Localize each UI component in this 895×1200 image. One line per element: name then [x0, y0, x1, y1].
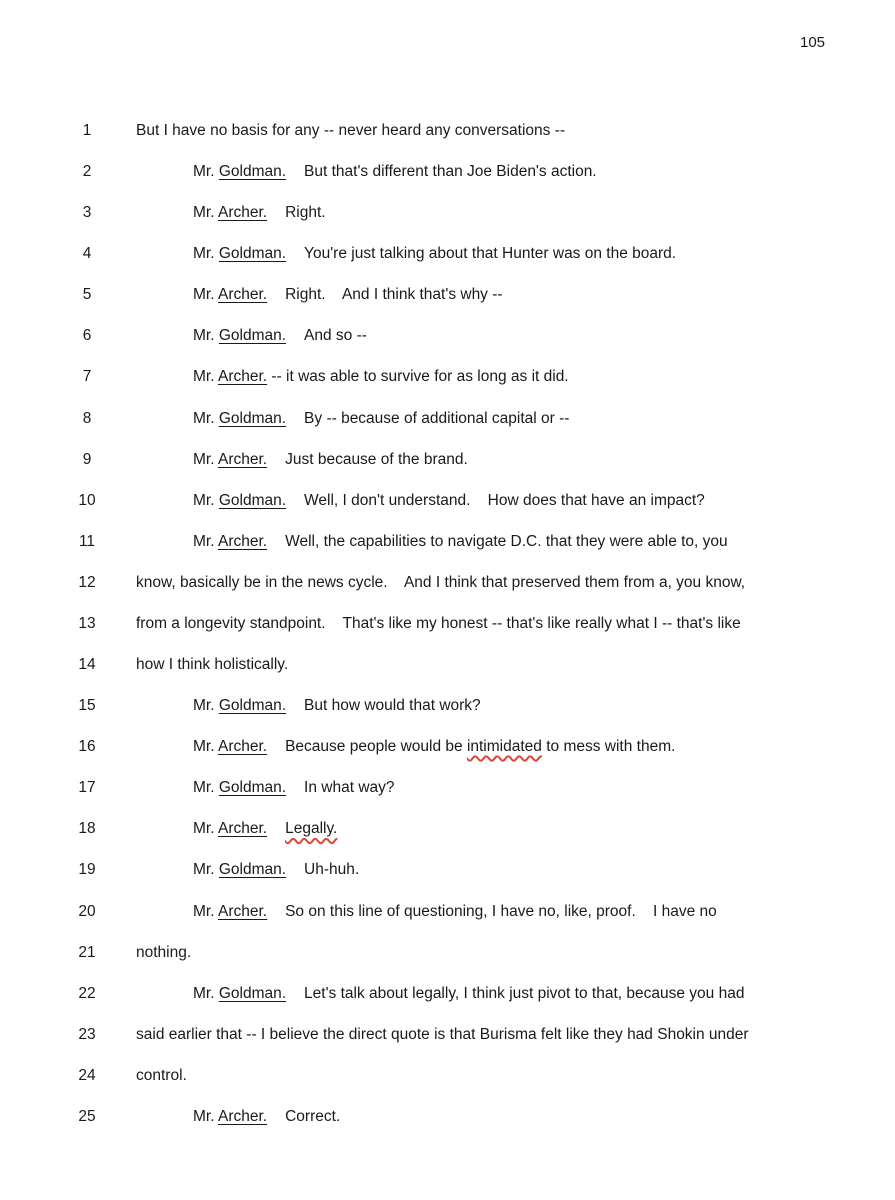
line-text: [136, 656, 288, 674]
transcript-line: [0, 985, 895, 1009]
statement-text: Because people would be: [285, 738, 467, 756]
line-text: [193, 533, 728, 551]
line-number: 15: [78, 697, 96, 715]
speaker-title: Mr.: [193, 820, 215, 838]
speaker-title: Mr.: [193, 450, 215, 468]
line-text: [193, 738, 675, 756]
line-text: [193, 697, 481, 715]
line-number: 10: [78, 491, 96, 509]
speaker-name: Goldman.: [218, 984, 287, 1002]
transcript-line: [0, 451, 895, 475]
transcript-line: [0, 533, 895, 557]
transcript-line: [0, 738, 895, 762]
line-number: 17: [78, 779, 96, 797]
statement-text-continued: to mess with them.: [541, 738, 676, 756]
line-number: 2: [82, 163, 92, 181]
speaker-name: Goldman.: [218, 163, 287, 181]
speaker-name: Archer.: [217, 450, 268, 468]
line-text: [193, 779, 395, 797]
statement-text: But that's different than Joe Biden's action.: [304, 163, 597, 181]
speaker-title: Mr.: [193, 286, 215, 304]
statement-text: In what way?: [304, 779, 395, 797]
transcript-line: [0, 861, 895, 885]
transcript-line: [0, 656, 895, 680]
line-number: 14: [78, 656, 96, 674]
line-text: [193, 861, 359, 879]
line-text: [193, 163, 597, 181]
line-number: 3: [82, 204, 92, 222]
speaker-title: Mr.: [193, 491, 215, 509]
transcript-line: [0, 327, 895, 351]
transcript-line: [0, 615, 895, 639]
statement-text: said earlier that -- I believe the direct quote is that Burisma felt like they had Shokin under: [136, 1025, 749, 1043]
speaker-title: Mr.: [193, 902, 215, 920]
line-text: [136, 615, 741, 633]
statement-text: Well, the capabilities to navigate D.C. that they were able to, you: [285, 532, 728, 550]
line-number: 11: [78, 532, 96, 550]
statement-text: from a longevity standpoint. That's like my honest -- that's like really what I -- that's like: [136, 614, 741, 632]
line-text: [193, 245, 676, 263]
speaker-name: Goldman.: [218, 245, 287, 263]
speaker-name: Goldman.: [218, 861, 287, 879]
speaker-name: Archer.: [217, 820, 268, 838]
statement-text: Correct.: [285, 1107, 341, 1125]
transcript-line: [0, 368, 895, 392]
speaker-name: Archer.: [217, 204, 268, 222]
line-text: [193, 451, 468, 469]
line-text: [193, 286, 503, 304]
statement-text: Let's talk about legally, I think just pivot to that, because you had: [304, 984, 745, 1002]
line-number: 7: [82, 368, 92, 386]
speaker-name: Goldman.: [218, 327, 287, 345]
transcript-line: [0, 410, 895, 434]
transcript-line: [0, 944, 895, 968]
line-number: 8: [82, 409, 92, 427]
line-number: 6: [82, 327, 92, 345]
statement-text: So on this line of questioning, I have no, like, proof. I have no: [285, 902, 717, 920]
line-number: 4: [82, 245, 92, 263]
statement-text: You're just talking about that Hunter was on the board.: [304, 245, 677, 263]
transcript-line: [0, 286, 895, 310]
line-number: 24: [78, 1066, 96, 1084]
statement-text: know, basically be in the news cycle. And I think that preserved them from a, you know,: [136, 573, 746, 591]
speaker-title: Mr.: [193, 409, 215, 427]
speaker-title: Mr.: [193, 1107, 215, 1125]
transcript-line: [0, 697, 895, 721]
line-number: 21: [78, 943, 96, 961]
transcript-line: [0, 492, 895, 516]
line-text: [193, 1108, 340, 1126]
transcript-line: [0, 1108, 895, 1132]
statement-text: Right. And I think that's why --: [285, 286, 503, 304]
transcript-line: [0, 1067, 895, 1091]
transcript-line: [0, 245, 895, 269]
transcript-line: [0, 122, 895, 146]
line-text: [193, 410, 569, 428]
statement-text: But how would that work?: [304, 697, 481, 715]
speaker-title: Mr.: [193, 163, 215, 181]
statement-text: nothing.: [136, 943, 192, 961]
line-number: 18: [78, 820, 96, 838]
speaker-title: Mr.: [193, 779, 215, 797]
line-text: [136, 1026, 749, 1044]
statement-text: control.: [136, 1066, 187, 1084]
transcript-line: [0, 779, 895, 803]
page-number: 105: [800, 34, 826, 51]
transcript-line: [0, 574, 895, 598]
line-text: [193, 820, 337, 838]
line-number: 25: [78, 1107, 96, 1125]
line-text: [136, 122, 565, 140]
speaker-name: Archer.: [217, 368, 268, 386]
transcript-line: [0, 903, 895, 927]
line-number: 22: [78, 984, 96, 1002]
transcript-line: [0, 163, 895, 187]
speaker-title: Mr.: [193, 327, 215, 345]
line-number: 13: [78, 614, 96, 632]
statement-text: Uh-huh.: [304, 861, 360, 879]
speaker-title: Mr.: [193, 861, 215, 879]
line-text: [193, 985, 744, 1003]
speaker-name: Goldman.: [218, 409, 287, 427]
statement-text: By -- because of additional capital or --: [304, 409, 570, 427]
speaker-title: Mr.: [193, 245, 215, 263]
statement-text: Right.: [285, 204, 326, 222]
statement-text: how I think holistically.: [136, 656, 289, 674]
speaker-name: Archer.: [217, 902, 268, 920]
transcript-line: [0, 820, 895, 844]
line-text: [193, 368, 569, 386]
speaker-title: Mr.: [193, 697, 215, 715]
speaker-title: Mr.: [193, 984, 215, 1002]
speaker-title: Mr.: [193, 368, 215, 386]
speaker-name: Goldman.: [218, 491, 287, 509]
line-number: 20: [78, 902, 96, 920]
line-text: [193, 492, 705, 510]
speaker-name: Goldman.: [218, 779, 287, 797]
line-number: 12: [78, 573, 96, 591]
statement-text: But I have no basis for any -- never heard any conversations --: [136, 122, 566, 139]
statement-text: Just because of the brand.: [285, 450, 468, 468]
statement-text: And so --: [304, 327, 367, 345]
line-number: 1: [82, 122, 92, 139]
line-text: [136, 1067, 187, 1085]
speaker-name: Archer.: [217, 286, 268, 304]
line-number: 16: [78, 738, 96, 756]
line-number: 5: [82, 286, 92, 304]
line-text: [193, 204, 326, 222]
line-text: [136, 944, 191, 962]
speaker-title: Mr.: [193, 738, 215, 756]
line-number: 9: [82, 450, 92, 468]
statement-text: -- it was able to survive for as long as it did.: [271, 368, 569, 386]
line-text: [193, 903, 717, 921]
speaker-title: Mr.: [193, 204, 215, 222]
line-text: [136, 574, 745, 592]
transcript-line: [0, 1026, 895, 1050]
spellcheck-marked-word: Legally.: [285, 820, 338, 838]
speaker-name: Archer.: [217, 532, 268, 550]
line-number: 19: [78, 861, 96, 879]
line-number: 23: [78, 1025, 96, 1043]
line-text: [193, 327, 367, 345]
speaker-name: Archer.: [217, 1107, 268, 1125]
transcript-line: [0, 204, 895, 228]
statement-text: Well, I don't understand. How does that have an impact?: [304, 491, 705, 509]
speaker-name: Archer.: [217, 738, 268, 756]
spellcheck-marked-word: intimidated: [466, 738, 542, 756]
speaker-title: Mr.: [193, 532, 215, 550]
speaker-name: Goldman.: [218, 697, 287, 715]
